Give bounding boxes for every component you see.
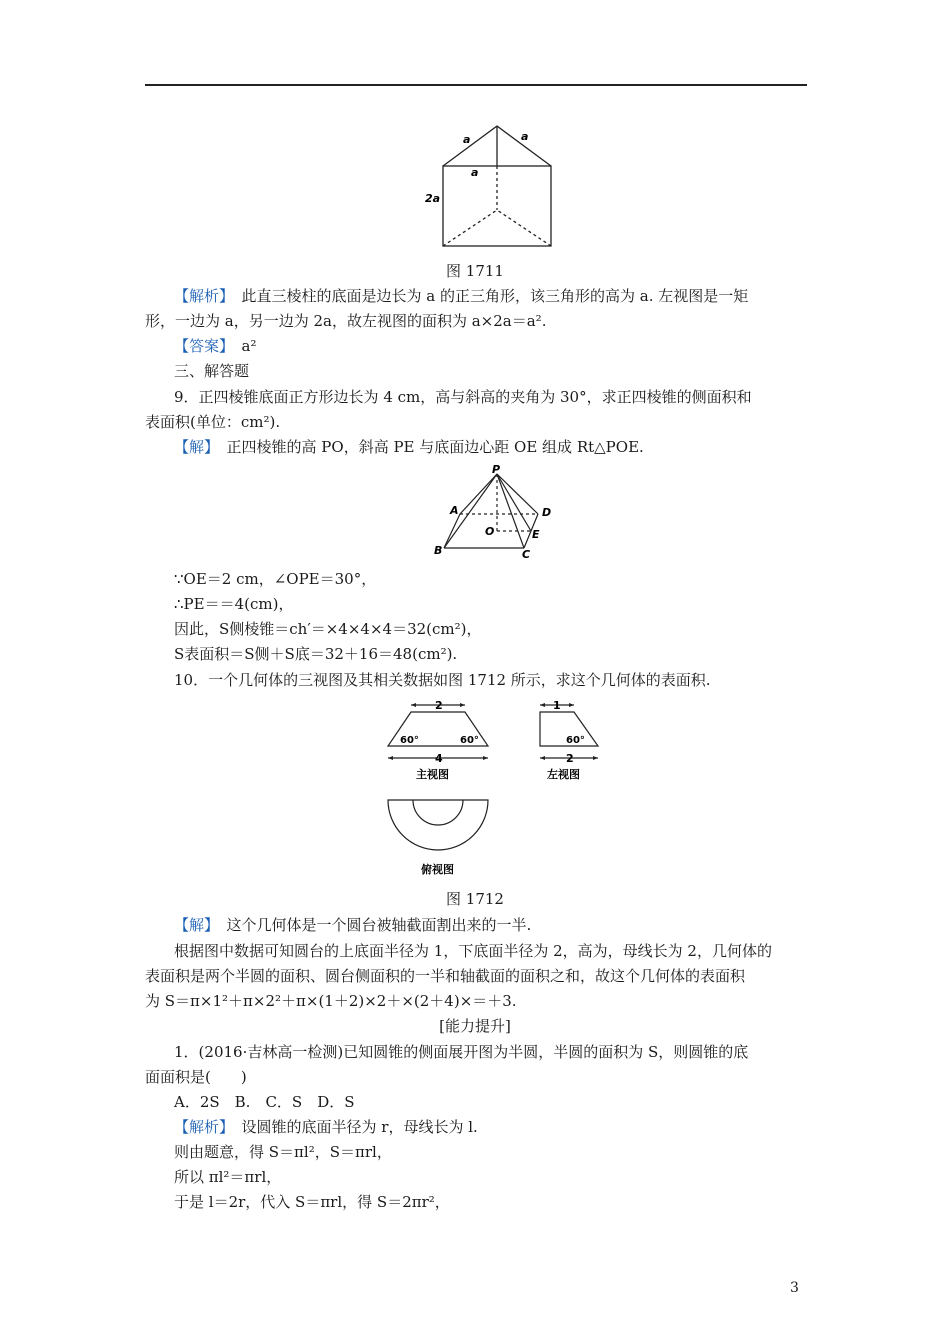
solution-10-p2: 表面积是两个半圆的面积、圆台侧面积的一半和轴截面的面积之和，故这个几何体的表面积: [145, 967, 746, 985]
label-a-right: a: [521, 130, 529, 143]
label-C: C: [522, 548, 531, 561]
solution-10-tag: 【解】: [174, 916, 212, 934]
practice-step-1: 则由题意，得 S＝πl²，S＝πrl，: [174, 1143, 392, 1161]
solution-10-p3: 为 S＝π×1²＋π×2²＋π×(1＋2)×2＋×(2＋4)×＝＋3.: [145, 992, 517, 1010]
solution-9-text: 正四棱锥的高 PO，斜高 PE 与底面边心距 OE 组成 Rt△POE.: [226, 438, 644, 456]
solution-10-text: 这个几何体是一个圆台被轴截面割出来的一半.: [226, 916, 532, 934]
practice-step-2: 所以 πl²＝πrl，: [174, 1168, 282, 1186]
analysis-text-1: 此直三棱柱的底面是边长为 a 的正三角形，该三角形的高为 a. 左视图是一矩: [241, 287, 749, 305]
front-view-label: 主视图: [416, 768, 449, 781]
label-A: A: [450, 504, 459, 517]
calc-line-4: S表面积＝S侧＋S底＝32＋16＝48(cm²).: [174, 645, 458, 663]
front-top-dimension: 2: [435, 699, 443, 712]
top-view-inner: [413, 800, 463, 825]
answer-value: a²: [241, 337, 257, 355]
top-view-label: 俯视图: [421, 863, 454, 876]
solution-10-p1: 根据图中数据可知圆台的上底面半径为 1，下底面半径为 2，高为，母线长为 2，几何体的: [174, 942, 772, 960]
label-E: E: [532, 528, 540, 541]
label-a-inner: a: [471, 166, 479, 179]
label-2a: 2a: [425, 192, 441, 205]
section-heading-3: 三、解答题: [174, 362, 250, 380]
practice-1-line-1: 1．(2016·吉林高一检测)已知圆锥的侧面展开图为半圆，半圆的面积为 S，则圆锥的底: [174, 1043, 749, 1061]
practice-1-analysis: [174, 1116, 478, 1138]
question-9-line-2: 表面积(单位：cm²).: [145, 413, 281, 431]
solution-10-intro: [174, 914, 531, 936]
label-B: B: [434, 544, 443, 557]
side-angle: 60°: [566, 735, 585, 746]
analysis-line-1: [174, 285, 748, 307]
calc-line-3: 因此，S侧棱锥＝ch′＝×4×4×4＝32(cm²)，: [174, 620, 482, 638]
practice-1-options: A．2S B. C．S D．S: [174, 1093, 355, 1111]
figure-caption-1712: 图 1712: [446, 890, 504, 908]
header-rule: [145, 84, 807, 86]
figure-three-views: [378, 696, 608, 881]
label-P: P: [492, 463, 501, 476]
solution-9-intro: [174, 436, 644, 458]
page-number: 3: [790, 1280, 799, 1296]
calc-line-1: ∵OE＝2 cm，∠OPE＝30°，: [174, 570, 377, 588]
side-top-dimension: 1: [553, 699, 561, 712]
front-bottom-dimension: 4: [435, 752, 443, 765]
practice-analysis-tag: 【解析】: [174, 1118, 227, 1136]
question-9-line-1: 9．正四棱锥底面正方形边长为 4 cm，高与斜高的夹角为 30°，求正四棱锥的侧面积和: [174, 388, 752, 406]
practice-analysis-text: 设圆锥的底面半径为 r，母线长为 l.: [241, 1118, 478, 1136]
question-10: 10．一个几何体的三视图及其相关数据如图 1712 所示，求这个几何体的表面积.: [174, 671, 711, 689]
label-O: O: [485, 525, 495, 538]
solution-tag: 【解】: [174, 438, 212, 456]
ability-heading: [能力提升]: [439, 1017, 511, 1035]
label-D: D: [542, 506, 552, 519]
analysis-line-2: 形，一边为 a，另一边为 2a，故左视图的面积为 a×2a＝a².: [145, 312, 547, 330]
front-angle-right: 60°: [460, 735, 479, 746]
practice-1-line-2: 面面积是( ): [145, 1068, 247, 1086]
answer-line: [174, 335, 257, 357]
analysis-tag: 【解析】: [174, 287, 227, 305]
label-a-left: a: [463, 133, 471, 146]
answer-tag: 【答案】: [174, 337, 227, 355]
figure-prism: [415, 118, 565, 253]
figure-caption-1711: 图 1711: [446, 262, 504, 280]
practice-step-3: 于是 l＝2r，代入 S＝πrl，得 S＝2πr²，: [174, 1193, 450, 1211]
front-angle-left: 60°: [400, 735, 419, 746]
side-bottom-dimension: 2: [566, 752, 574, 765]
calc-line-2: ∴PE＝＝4(cm)，: [174, 595, 294, 613]
side-view-label: 左视图: [547, 768, 580, 781]
figure-pyramid: [432, 462, 557, 562]
